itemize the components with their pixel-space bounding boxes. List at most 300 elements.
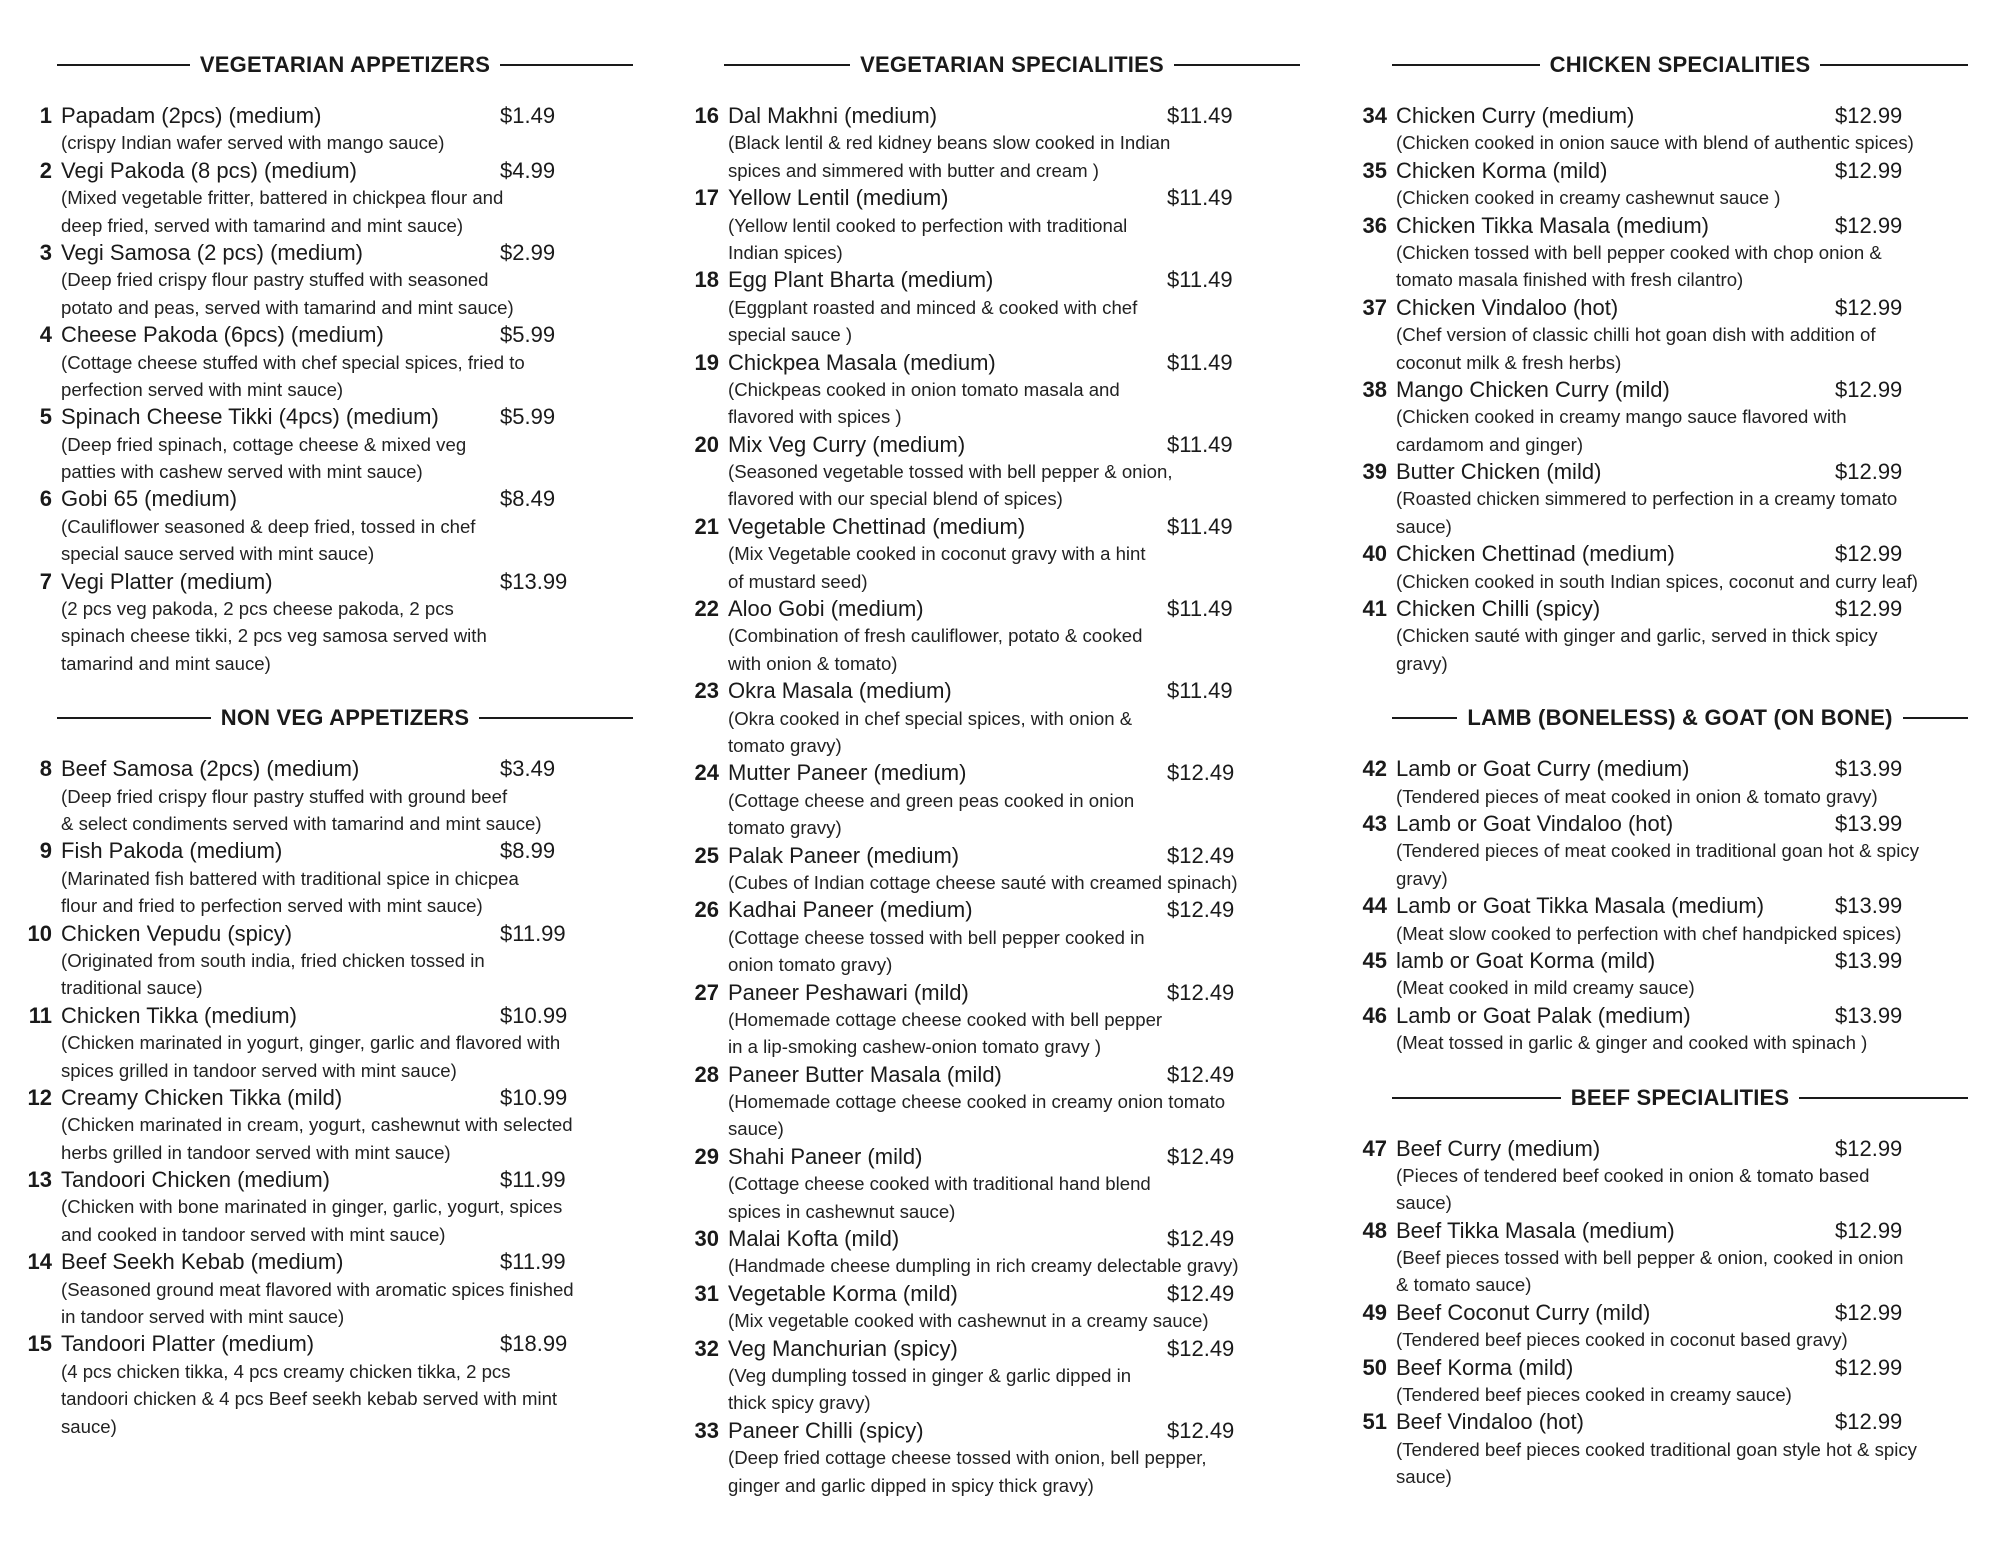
item-name: Chicken Korma (mild) bbox=[1396, 157, 1608, 183]
menu-item bbox=[26, 755, 606, 837]
item-price: $11.49 bbox=[1167, 103, 1233, 128]
item-name: Veg Manchurian (spicy) bbox=[728, 1335, 958, 1361]
item-name: Fish Pakoda (medium) bbox=[61, 838, 283, 864]
menu-item-header bbox=[1361, 1002, 1941, 1029]
item-number: 20 bbox=[694, 431, 719, 457]
item-description-line: (Roasted chicken simmered to perfection in a creamy tomato bbox=[1396, 488, 1898, 510]
item-name: Vegi Samosa (2 pcs) (medium) bbox=[61, 239, 363, 265]
section-title: VEGETARIAN SPECIALITIES bbox=[860, 52, 1164, 77]
menu-item-header bbox=[693, 759, 1273, 786]
item-number: 50 bbox=[1362, 1354, 1387, 1380]
item-description-line: (Meat tossed in garlic & ginger and cooked with spinach ) bbox=[1396, 1032, 1868, 1054]
item-number: 19 bbox=[694, 349, 719, 375]
menu-item-header bbox=[1361, 892, 1941, 919]
item-description-line: (Chef version of classic chilli hot goan dish with addition of bbox=[1396, 324, 1876, 346]
menu-item bbox=[26, 403, 606, 485]
item-description bbox=[728, 924, 1273, 979]
item-description-line: (4 pcs chicken tikka, 4 pcs creamy chicken tikka, 2 pcs bbox=[61, 1360, 511, 1382]
menu-item-header bbox=[693, 1143, 1273, 1170]
menu-item-header bbox=[26, 755, 606, 782]
item-name: Beef Seekh Kebab (medium) bbox=[61, 1249, 344, 1275]
menu-item-header bbox=[1361, 810, 1941, 837]
item-description-line: (Deep fried spinach, cottage cheese & mixed veg bbox=[61, 433, 467, 455]
item-name: Kadhai Paneer (medium) bbox=[728, 897, 973, 923]
item-description-line: (Homemade cottage cheese cooked in creamy onion tomato bbox=[728, 1091, 1226, 1113]
item-price: $2.99 bbox=[500, 239, 556, 265]
item-description bbox=[61, 783, 606, 838]
item-description bbox=[61, 513, 606, 568]
menu-item-header bbox=[1361, 1354, 1941, 1381]
item-description bbox=[728, 1006, 1273, 1061]
item-description-line: tamarind and mint sauce) bbox=[61, 652, 271, 674]
menu-item bbox=[693, 842, 1273, 897]
item-name: Tandoori Platter (medium) bbox=[61, 1331, 315, 1357]
item-description-line: (Cottage cheese cooked with traditional hand blend bbox=[728, 1173, 1151, 1195]
item-number: 29 bbox=[694, 1143, 719, 1169]
item-description bbox=[61, 865, 606, 920]
item-name: Beef Curry (medium) bbox=[1396, 1135, 1601, 1161]
item-number: 45 bbox=[1362, 947, 1387, 973]
item-name: Beef Vindaloo (hot) bbox=[1396, 1409, 1584, 1435]
item-price: $11.49 bbox=[1167, 431, 1233, 457]
item-description-line: (Tendered pieces of meat cooked in onion & tomato gravy) bbox=[1396, 785, 1878, 807]
menu-item-header bbox=[693, 513, 1273, 540]
item-description bbox=[1396, 568, 1941, 595]
item-name: Okra Masala (medium) bbox=[728, 678, 952, 704]
item-description bbox=[728, 1170, 1273, 1225]
menu-item bbox=[1361, 1354, 1941, 1409]
item-price: $5.99 bbox=[500, 322, 556, 348]
item-description-line: sauce) bbox=[1396, 1466, 1452, 1488]
menu-item-header bbox=[26, 102, 606, 129]
menu-item-header bbox=[693, 184, 1273, 211]
item-name: Lamb or Goat Vindaloo (hot) bbox=[1396, 810, 1674, 836]
item-description-line: flavored with spices ) bbox=[728, 406, 902, 428]
menu-item bbox=[1361, 102, 1941, 157]
item-description bbox=[1396, 485, 1941, 540]
menu-item bbox=[693, 896, 1273, 978]
item-number: 9 bbox=[39, 838, 52, 864]
menu-item bbox=[26, 1084, 606, 1166]
item-number: 41 bbox=[1362, 596, 1387, 622]
menu-item bbox=[693, 1061, 1273, 1143]
menu-item-header bbox=[1361, 1135, 1941, 1162]
item-description-line: with onion & tomato) bbox=[728, 652, 898, 674]
item-description-line: (Cottage cheese and green peas cooked in onion bbox=[728, 789, 1135, 811]
item-description-line: flour and fried to perfection served with mint sauce) bbox=[61, 895, 483, 917]
section-title: VEGETARIAN APPETIZERS bbox=[199, 52, 491, 77]
item-price: $11.49 bbox=[1167, 349, 1233, 375]
item-description-line: of mustard seed) bbox=[728, 570, 868, 592]
section-rule-left bbox=[57, 717, 211, 719]
item-price: $13.99 bbox=[1835, 756, 1903, 782]
menu-item-header bbox=[26, 239, 606, 266]
item-price: $12.99 bbox=[1835, 596, 1903, 622]
section-title: NON VEG APPETIZERS bbox=[220, 705, 470, 731]
item-price: $11.49 bbox=[1167, 678, 1233, 704]
item-number: 36 bbox=[1362, 212, 1387, 238]
item-name: Beef Korma (mild) bbox=[1396, 1354, 1574, 1380]
item-number: 21 bbox=[694, 513, 719, 539]
item-number: 14 bbox=[27, 1249, 52, 1275]
item-number: 15 bbox=[27, 1331, 52, 1357]
item-price: $13.99 bbox=[500, 568, 568, 594]
item-name: Chicken Tikka (medium) bbox=[61, 1002, 297, 1028]
menu-item bbox=[1361, 810, 1941, 892]
item-name: Lamb or Goat Curry (medium) bbox=[1396, 756, 1690, 782]
item-name: Mango Chicken Curry (mild) bbox=[1396, 376, 1670, 402]
section-title: LAMB (BONELESS) & GOAT (ON BONE) bbox=[1467, 705, 1893, 731]
item-description-line: gravy) bbox=[1396, 867, 1448, 889]
item-description-line: special sauce served with mint sauce) bbox=[61, 543, 375, 565]
menu-item bbox=[1361, 540, 1941, 595]
item-price: $13.99 bbox=[1835, 810, 1903, 836]
item-description bbox=[1396, 239, 1941, 294]
section-header bbox=[1392, 50, 1968, 80]
item-number: 27 bbox=[694, 979, 719, 1005]
item-name: Palak Paneer (medium) bbox=[728, 842, 960, 868]
item-price: $11.99 bbox=[500, 920, 566, 946]
menu-item bbox=[26, 157, 606, 239]
section-rule-left bbox=[724, 64, 850, 66]
menu-item bbox=[693, 102, 1273, 184]
item-number: 40 bbox=[1362, 541, 1387, 567]
item-name: Spinach Cheese Tikki (4pcs) (medium) bbox=[61, 404, 439, 430]
menu-item bbox=[26, 239, 606, 321]
item-name: Chickpea Masala (medium) bbox=[728, 349, 996, 375]
item-number: 18 bbox=[694, 267, 719, 293]
item-description bbox=[1396, 1244, 1941, 1299]
menu-item-header bbox=[26, 321, 606, 348]
item-number: 17 bbox=[694, 185, 719, 211]
item-name: Lamb or Goat Tikka Masala (medium) bbox=[1396, 893, 1765, 919]
item-number: 51 bbox=[1362, 1409, 1387, 1435]
menu-item bbox=[693, 1143, 1273, 1225]
item-description bbox=[728, 1252, 1273, 1279]
item-description bbox=[61, 1358, 606, 1440]
menu-item bbox=[693, 979, 1273, 1061]
item-description-line: (Mix Vegetable cooked in coconut gravy with a hint bbox=[728, 543, 1146, 565]
item-price: $12.99 bbox=[1835, 541, 1903, 567]
item-number: 5 bbox=[39, 404, 52, 430]
menu-column-left bbox=[26, 50, 606, 1466]
item-description-line: tandoori chicken & 4 pcs Beef seekh kebab served with mint bbox=[61, 1388, 558, 1410]
item-description-line: (Homemade cottage cheese cooked with bell pepper bbox=[728, 1008, 1163, 1030]
item-description-line: Indian spices) bbox=[728, 241, 843, 263]
item-number: 46 bbox=[1362, 1002, 1387, 1028]
menu-item bbox=[26, 568, 606, 678]
menu-item bbox=[693, 759, 1273, 841]
item-number: 34 bbox=[1362, 103, 1387, 128]
menu-item bbox=[693, 431, 1273, 513]
item-number: 1 bbox=[39, 103, 52, 128]
item-description-line: (Mixed vegetable fritter, battered in chickpea flour and bbox=[61, 187, 504, 209]
menu-item-header bbox=[26, 920, 606, 947]
item-description-line: (Originated from south india, fried chicken tossed in bbox=[61, 949, 485, 971]
item-description bbox=[1396, 920, 1941, 947]
menu-item-header bbox=[1361, 1217, 1941, 1244]
menu-section bbox=[1361, 50, 1941, 677]
item-description-line: sauce) bbox=[61, 1415, 117, 1437]
menu-item bbox=[693, 266, 1273, 348]
menu-item bbox=[1361, 1217, 1941, 1299]
menu-item-header bbox=[1361, 157, 1941, 184]
item-description bbox=[728, 787, 1273, 842]
item-description-line: (Marinated fish battered with traditional spice in chicpea bbox=[61, 867, 519, 889]
item-price: $12.99 bbox=[1835, 1217, 1903, 1243]
menu-item-header bbox=[693, 1417, 1273, 1444]
item-number: 42 bbox=[1362, 756, 1387, 782]
menu-item-header bbox=[693, 431, 1273, 458]
menu-item bbox=[693, 184, 1273, 266]
item-description bbox=[61, 129, 606, 156]
item-price: $3.49 bbox=[500, 756, 556, 782]
item-price: $13.99 bbox=[1835, 947, 1903, 973]
item-price: $12.99 bbox=[1835, 212, 1903, 238]
menu-item-header bbox=[26, 1166, 606, 1193]
menu-item-header bbox=[693, 1061, 1273, 1088]
item-name: Creamy Chicken Tikka (mild) bbox=[61, 1084, 343, 1110]
item-description bbox=[61, 1276, 606, 1331]
item-number: 8 bbox=[39, 756, 52, 782]
item-description-line: (Chicken with bone marinated in ginger, garlic, yogurt, spices bbox=[61, 1196, 563, 1218]
item-price: $8.49 bbox=[500, 486, 556, 512]
item-number: 38 bbox=[1362, 376, 1387, 402]
item-description-line: (Chicken cooked in south Indian spices, coconut and curry leaf) bbox=[1396, 570, 1918, 592]
menu-item-header bbox=[1361, 212, 1941, 239]
item-name: Paneer Chilli (spicy) bbox=[728, 1417, 924, 1443]
item-name: Lamb or Goat Palak (medium) bbox=[1396, 1002, 1691, 1028]
item-name: Butter Chicken (mild) bbox=[1396, 459, 1602, 485]
item-description-line: (Chicken marinated in cream, yogurt, cashewnut with selected bbox=[61, 1114, 573, 1136]
item-description bbox=[728, 1362, 1273, 1417]
item-number: 44 bbox=[1362, 893, 1387, 919]
item-price: $11.49 bbox=[1167, 596, 1233, 622]
menu-item-header bbox=[26, 568, 606, 595]
item-price: $12.99 bbox=[1835, 1299, 1903, 1325]
item-description-line: (Cauliflower seasoned & deep fried, tossed in chef bbox=[61, 515, 476, 537]
menu-item bbox=[1361, 1002, 1941, 1057]
item-description bbox=[61, 1029, 606, 1084]
item-price: $11.99 bbox=[500, 1167, 566, 1193]
item-name: Shahi Paneer (mild) bbox=[728, 1143, 923, 1169]
item-description-line: deep fried, served with tamarind and mint sauce) bbox=[61, 214, 464, 236]
item-name: Chicken Chettinad (medium) bbox=[1396, 541, 1675, 567]
item-number: 12 bbox=[27, 1084, 52, 1110]
menu-item-header bbox=[1361, 947, 1941, 974]
item-description-line: & select condiments served with tamarind and mint sauce) bbox=[61, 812, 542, 834]
item-description-line: spices and simmered with butter and cream ) bbox=[728, 159, 1099, 181]
menu-item bbox=[1361, 157, 1941, 212]
item-name: Mix Veg Curry (medium) bbox=[728, 431, 966, 457]
item-price: $10.99 bbox=[500, 1002, 568, 1028]
item-description bbox=[1396, 403, 1941, 458]
item-price: $1.49 bbox=[500, 103, 556, 128]
item-description-line: (Eggplant roasted and minced & cooked with chef bbox=[728, 296, 1138, 318]
menu-item-header bbox=[1361, 595, 1941, 622]
menu-item bbox=[26, 1002, 606, 1084]
menu-item-header bbox=[1361, 294, 1941, 321]
section-title: BEEF SPECIALITIES bbox=[1570, 1084, 1790, 1110]
item-description-line: (Okra cooked in chef special spices, with onion & bbox=[728, 707, 1133, 729]
menu-item bbox=[693, 1280, 1273, 1335]
item-description-line: sauce) bbox=[1396, 515, 1452, 537]
item-price: $12.99 bbox=[1835, 376, 1903, 402]
menu-item-header bbox=[26, 1002, 606, 1029]
item-description-line: (Tendered beef pieces cooked in coconut based gravy) bbox=[1396, 1329, 1848, 1351]
section-header bbox=[57, 703, 633, 733]
item-description bbox=[61, 431, 606, 486]
item-price: $4.99 bbox=[500, 157, 556, 183]
menu-item bbox=[1361, 458, 1941, 540]
item-price: $12.99 bbox=[1835, 103, 1903, 128]
item-price: $12.99 bbox=[1835, 294, 1903, 320]
item-description-line: (Deep fried crispy flour pastry stuffed with seasoned bbox=[61, 269, 489, 291]
item-description-line: gravy) bbox=[1396, 652, 1448, 674]
item-description bbox=[728, 622, 1273, 677]
item-description-line: (Chicken cooked in creamy mango sauce flavored with bbox=[1396, 406, 1847, 428]
menu-item bbox=[693, 677, 1273, 759]
item-description-line: (Combination of fresh cauliflower, potato & cooked bbox=[728, 625, 1143, 647]
item-number: 39 bbox=[1362, 459, 1387, 485]
menu-section bbox=[1361, 703, 1941, 1056]
menu-item bbox=[26, 1330, 606, 1440]
menu-item-header bbox=[26, 157, 606, 184]
item-name: Vegetable Korma (mild) bbox=[728, 1280, 958, 1306]
item-description-line: (Mix vegetable cooked with cashewnut in a creamy sauce) bbox=[728, 1310, 1209, 1332]
item-price: $12.49 bbox=[1167, 1417, 1235, 1443]
item-description-line: in a lip-smoking cashew-onion tomato gravy ) bbox=[728, 1036, 1102, 1058]
menu-item bbox=[1361, 892, 1941, 947]
item-description-line: in tandoor served with mint sauce) bbox=[61, 1306, 345, 1328]
menu-item bbox=[693, 1417, 1273, 1499]
item-name: Beef Tikka Masala (medium) bbox=[1396, 1217, 1675, 1243]
item-description bbox=[1396, 1436, 1941, 1491]
item-price: $8.99 bbox=[500, 838, 556, 864]
item-price: $11.49 bbox=[1167, 513, 1233, 539]
item-price: $11.49 bbox=[1167, 185, 1233, 211]
item-price: $12.99 bbox=[1835, 1135, 1903, 1161]
item-description-line: potato and peas, served with tamarind and mint sauce) bbox=[61, 296, 514, 318]
item-name: Malai Kofta (mild) bbox=[728, 1226, 900, 1252]
item-description-line: thick spicy gravy) bbox=[728, 1392, 871, 1414]
item-description bbox=[1396, 783, 1941, 810]
item-description bbox=[728, 869, 1273, 896]
menu-item-header bbox=[26, 1248, 606, 1275]
menu-item-header bbox=[1361, 376, 1941, 403]
item-price: $12.49 bbox=[1167, 842, 1235, 868]
section-rule-right bbox=[500, 64, 633, 66]
item-description-line: onion tomato gravy) bbox=[728, 954, 893, 976]
item-number: 6 bbox=[39, 486, 52, 512]
item-description-line: tomato gravy) bbox=[728, 734, 842, 756]
item-price: $12.49 bbox=[1167, 1280, 1235, 1306]
item-description-line: and cooked in tandoor served with mint sauce) bbox=[61, 1223, 446, 1245]
item-description-line: tomato masala finished with fresh cilantro) bbox=[1396, 269, 1744, 291]
menu-item-header bbox=[1361, 1299, 1941, 1326]
item-number: 16 bbox=[694, 103, 719, 128]
item-number: 4 bbox=[39, 322, 52, 348]
item-price: $12.99 bbox=[1835, 1354, 1903, 1380]
item-description-line: sauce) bbox=[1396, 1192, 1452, 1214]
item-name: Paneer Butter Masala (mild) bbox=[728, 1061, 1002, 1087]
item-description-line: & tomato sauce) bbox=[1396, 1274, 1532, 1296]
menu-item bbox=[1361, 1135, 1941, 1217]
item-number: 47 bbox=[1362, 1135, 1387, 1161]
item-description bbox=[728, 705, 1273, 760]
section-rule-right bbox=[479, 717, 633, 719]
item-description-line: (Chicken tossed with bell pepper cooked with chop onion & bbox=[1396, 241, 1882, 263]
item-number: 32 bbox=[694, 1335, 719, 1361]
section-rule-left bbox=[57, 64, 190, 66]
item-description-line: tomato gravy) bbox=[728, 817, 842, 839]
item-description-line: (Beef pieces tossed with bell pepper & onion, cooked in onion bbox=[1396, 1247, 1904, 1269]
item-description-line: patties with cashew served with mint sauce) bbox=[61, 461, 423, 483]
item-description bbox=[728, 540, 1273, 595]
item-description bbox=[61, 349, 606, 404]
menu-item-header bbox=[26, 485, 606, 512]
item-description-line: (Handmade cheese dumpling in rich creamy delectable gravy) bbox=[728, 1255, 1239, 1277]
menu-item bbox=[26, 837, 606, 919]
menu-item-header bbox=[1361, 755, 1941, 782]
item-description bbox=[1396, 622, 1941, 677]
menu-item bbox=[693, 513, 1273, 595]
menu-item-header bbox=[693, 1335, 1273, 1362]
menu-item-header bbox=[26, 1330, 606, 1357]
item-price: $12.49 bbox=[1167, 760, 1235, 786]
item-number: 31 bbox=[694, 1280, 719, 1306]
item-number: 24 bbox=[694, 760, 719, 786]
item-description-line: (Seasoned vegetable tossed with bell pepper & onion, bbox=[728, 461, 1173, 483]
item-description-line: (Chicken cooked in creamy cashewnut sauce ) bbox=[1396, 187, 1781, 209]
item-name: Beef Samosa (2pcs) (medium) bbox=[61, 756, 360, 782]
item-number: 11 bbox=[28, 1002, 52, 1028]
menu-item bbox=[26, 1166, 606, 1248]
menu-item-header bbox=[693, 896, 1273, 923]
menu-item-header bbox=[693, 677, 1273, 704]
item-description-line: (Seasoned ground meat flavored with aromatic spices finished bbox=[61, 1278, 574, 1300]
item-name: Tandoori Chicken (medium) bbox=[61, 1167, 330, 1193]
menu-section bbox=[26, 50, 606, 677]
item-description bbox=[728, 458, 1273, 513]
item-name: Paneer Peshawari (mild) bbox=[728, 979, 969, 1005]
item-description-line: coconut milk & fresh herbs) bbox=[1396, 351, 1622, 373]
item-description-line: (Meat cooked in mild creamy sauce) bbox=[1396, 977, 1695, 999]
section-header bbox=[57, 50, 633, 80]
menu-item-header bbox=[693, 842, 1273, 869]
item-description bbox=[1396, 974, 1941, 1001]
menu-item bbox=[26, 102, 606, 157]
item-number: 7 bbox=[39, 568, 52, 594]
item-name: Beef Coconut Curry (mild) bbox=[1396, 1299, 1651, 1325]
section-header bbox=[1392, 703, 1968, 733]
item-description bbox=[1396, 837, 1941, 892]
section-rule-right bbox=[1820, 64, 1968, 66]
menu-item bbox=[26, 485, 606, 567]
item-price: $12.49 bbox=[1167, 979, 1235, 1005]
menu-item-header bbox=[26, 837, 606, 864]
item-price: $12.49 bbox=[1167, 897, 1235, 923]
menu-section bbox=[693, 50, 1273, 1499]
item-number: 43 bbox=[1362, 810, 1387, 836]
item-name: Chicken Vepudu (spicy) bbox=[61, 920, 293, 946]
menu-item bbox=[26, 321, 606, 403]
menu-item-header bbox=[26, 1084, 606, 1111]
menu-item-header bbox=[1361, 102, 1941, 129]
menu-item bbox=[693, 1225, 1273, 1280]
section-rule-right bbox=[1903, 717, 1968, 719]
menu-item bbox=[1361, 1408, 1941, 1490]
